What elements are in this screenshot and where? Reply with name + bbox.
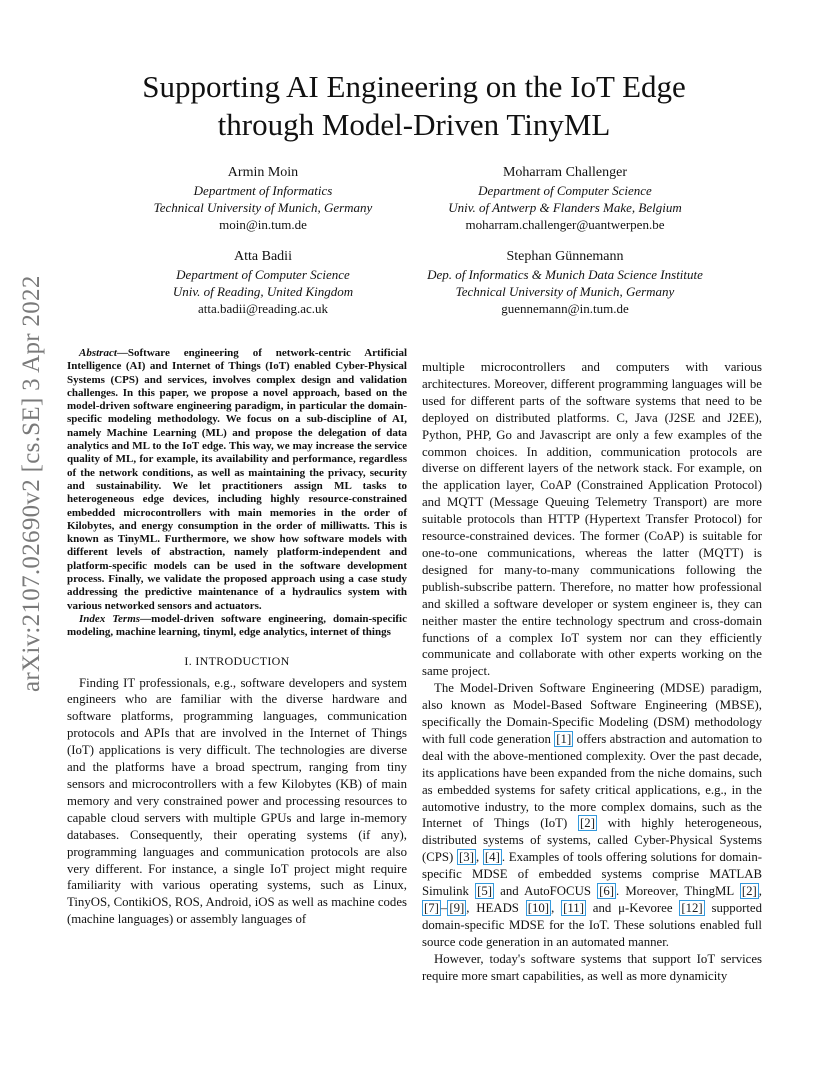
index-terms (67, 613, 407, 640)
author-name: Atta Badii (234, 249, 292, 264)
citation-link[interactable]: [9] (449, 901, 465, 915)
citation-link[interactable]: [11] (563, 901, 584, 915)
section-number: I. (184, 653, 193, 668)
author-email: moin@in.tum.de (219, 217, 307, 232)
paragraph-text: . Examples of tools offering solutions for domain-specific MDSE of embedded systems comprise MATLAB Simulink (422, 850, 763, 899)
citation-link[interactable]: [12] (681, 901, 703, 915)
paragraph-text: with highly heterogeneous, distributed systems of systems, called Cyber-Physical Systems (CPS) (422, 816, 762, 865)
intro-paragraph-1: Finding IT professionals, e.g., software developers and system engineers who are familiar with the diverse hardware and software platforms, programming languages, communication protocols and APIs that are involved in the Internet of Things (IoT) applications is very difficult. The technologies are diverse and the platforms have a broad spectrum, ranging from tiny sensors and microcontrollers with a few Kilobytes (KB) of main memory and very constrained power and processing resources to capable cloud servers with multiple GPUs and large in-memory databases. Consequently, their operating systems (if any), programming languages and communication protocols are also very different. For instance, a single IoT project might require familiarity with various operating systems, such as Linux, TinyOS, ContikiOS, ROS, Android, iOS as well as machine codes (machine languages) or assembly languages of (67, 675, 407, 927)
paragraph-text: . Moreover, ThingML (616, 884, 740, 899)
author-name: Stephan Günnemann (506, 249, 624, 264)
author-department: Department of Computer Science (176, 267, 350, 282)
intro-paragraph-1-continued: multiple microcontrollers and computers with various architectures. Moreover, different programming languages will be used for different parts of the software systems that need to be deployed on distributed platforms. C, Java (J2SE and J2EE), Python, PHP, Go and Javascript are only a few examples of the common choices. In addition, communication protocols are diverse on different layers of the network stack. For example, on the application layer, CoAP (Constrained Application Protocol) and MQTT (Message Queuing Telemetry Transport) are more suitable protocols than HTTP (Hypertext Transfer Protocol) for resource-constrained devices. The former (CoAP) is suitable for one-to-one communications, whereas the latter (MQTT) is designed for many-to-many communications following the publish-subscribe pattern. Therefore, no matter how professional and skilled a software developer or system engineer is, they can neither master the entire technology spectrum and cross-domain functions of a complex IoT system nor can they efficiently communicate and collaborate with other experts working on the same project. (422, 360, 762, 679)
author-institution: Technical University of Munich, Germany (153, 200, 373, 215)
paragraph-text: , (551, 901, 562, 915)
author-department: Department of Informatics (193, 183, 333, 198)
citation-link[interactable]: [3] (459, 850, 474, 865)
author-email: guennemann@in.tum.de (501, 301, 629, 316)
paragraph-text: , HEADS (466, 901, 526, 915)
author-name: Moharram Challenger (502, 165, 627, 180)
paragraph-text: and μ-Kevoree (585, 901, 680, 915)
author-name: Armin Moin (227, 165, 299, 180)
paragraph-text: , (758, 884, 762, 899)
author-email: atta.badii@reading.ac.uk (198, 301, 328, 316)
section-title-rest: NTRODUCTION (199, 653, 290, 668)
abstract (67, 347, 407, 613)
index-terms-lead: Index Terms (79, 612, 141, 625)
intro-paragraph-3: However, today's software systems that support IoT services require more smart capabilities, as well as more dynamicity (422, 951, 762, 983)
citation-link[interactable]: [2] (580, 816, 595, 831)
author-block-2 (405, 164, 725, 233)
author-institution: Univ. of Reading, United Kingdom (172, 284, 354, 299)
paragraph-text: – (440, 901, 448, 915)
title-line-1: Supporting AI Engineering on the IoT Edge (142, 69, 686, 104)
author-email: moharram.challenger@uantwerpen.be (465, 217, 665, 232)
paragraph-text: and AutoFOCUS (494, 884, 598, 899)
section-heading-introduction (67, 654, 407, 669)
left-column (67, 347, 407, 928)
author-department: Dep. of Informatics & Munich Data Science Institute (427, 267, 703, 282)
paragraph-text: The Model-Driven Software Engineering (MDSE) paradigm, also known as Model-Based Software Engineering (MBSE), specifically the Domain-Specific Modeling (DSM) methodology with full code generation (422, 681, 762, 746)
author-block-3 (108, 248, 418, 317)
citation-link[interactable]: [5] (477, 884, 493, 899)
author-block-4 (380, 248, 750, 317)
citation-link[interactable]: [7] (424, 901, 439, 915)
right-column (422, 359, 762, 985)
paragraph-text: , (475, 850, 483, 865)
citation-link[interactable]: [6] (599, 884, 615, 899)
author-institution: Univ. of Antwerp & Flanders Make, Belgium (448, 200, 682, 215)
abstract-text: —Software engineering of network-centric Artificial Intelligence (AI) and Internet of Things (IoT) enabled Cyber-Physical Systems (CPS) and services, involves complex design and validation challenges. In this paper, we propose a novel approach, based on the model-driven software engineering paradigm, in particular the domain-specific modeling methodology. We focus on a sub-discipline of AI, namely Machine Learning (ML) and propose the delegation of data analytics and ML to the IoT edge. This way, we may increase the service quality of ML, for example, its availability and performance, regardless of the network conditions, as well as maintaining the privacy, security and sustainability. We let practitioners assign ML tasks to heterogeneous edge devices, including highly resource-constrained embedded microcontrollers with main memories in the order of Kilobytes, and energy consumption in the order of milliwatts. This is known as TinyML. Furthermore, we show how software models with different levels of abstraction, namely platform-independent and platform-specific models can be used in the software development process. Finally, we validate the proposed approach using a case study addressing the predictive maintenance of a hydraulics system with various networked sensors and actuators. (67, 347, 407, 612)
citation-link[interactable]: [1] (556, 731, 572, 746)
author-institution: Technical University of Munich, Germany (455, 284, 675, 299)
paragraph-text: supported domain-specific MDSE for the IoT. These solutions enabled full source code generation in an automated manner. (422, 901, 762, 949)
section-title-first: I (195, 653, 200, 668)
author-department: Department of Computer Science (478, 183, 652, 198)
abstract-lead: Abstract (79, 347, 117, 359)
index-terms-text: —model-driven software engineering, domain-specific modeling, machine learning, tinyml, edge analytics, internet of things (67, 612, 407, 639)
author-block-1 (108, 164, 418, 233)
paragraph-text: offers abstraction and automation to deal with the above-mentioned complexity. Over the past decade, its applications have been expanded from the niche domains, such as embedded systems for safety critical applications, e.g., in the automotive industry, to the more complex domains, such as the Internet of Things (IoT) (422, 731, 762, 831)
intro-paragraph-2 (422, 680, 762, 951)
citation-link[interactable]: [10] (527, 901, 550, 915)
arxiv-identifier: arXiv:2107.02690v2 [cs.SE] 3 Apr 2022 (18, 275, 45, 692)
paper-title (60, 68, 768, 144)
citation-link[interactable]: [4] (484, 850, 500, 865)
title-line-2: through Model-Driven TinyML (217, 107, 611, 142)
citation-link[interactable]: [2] (741, 884, 757, 899)
